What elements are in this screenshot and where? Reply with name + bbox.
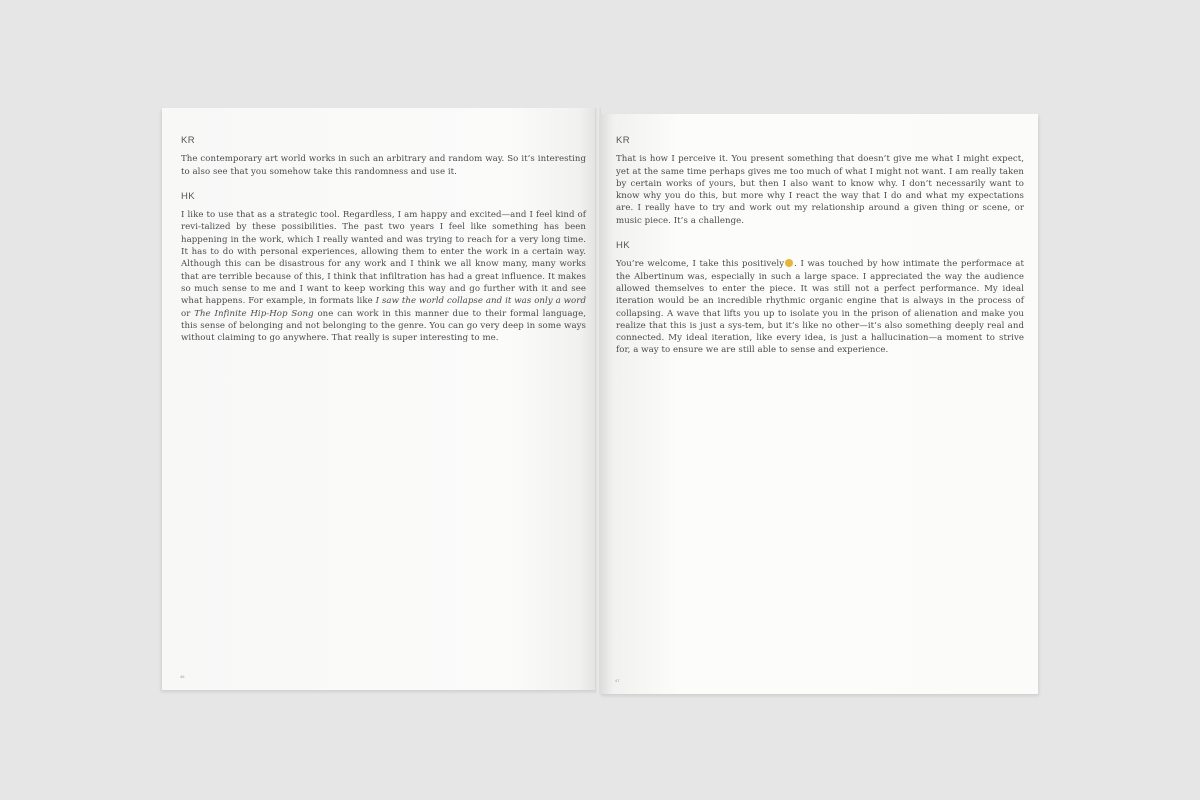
work-title: I saw the world collapse and it was only a word — [375, 296, 586, 307]
paragraph-text: one can work in this manner due to their formal language, this sense of belonging and not belonging to the genre. You can go very deep in some ways without claiming to go anywhere. That really is super interesting to me. — [181, 308, 586, 344]
smiley-emoji-icon — [785, 259, 793, 267]
speaker-label: KR — [616, 135, 630, 146]
right-page — [600, 114, 1038, 694]
speaker-label: KR — [181, 135, 195, 146]
speaker-label: HK — [616, 240, 630, 252]
work-title: The Infinite Hip-Hop Song — [194, 308, 314, 319]
paragraph: That is how I perceive it. You present something that doesn’t give me what I might expect, yet at the same time perhaps gives me too much of what I might not want. I am really taken by certain works of yours, but then I also want to know why. I don’t necessarily want to know why you do this, but more why I react the way that I do and what my expectations are. I really have to try and work out my relationship around a given thing or scene, or music piece. It’s a challenge. — [616, 154, 1024, 226]
paragraph-text: . I was touched by how intimate the performace at the Albertinum was, especially in such a large space. I appreciated the way the audience allowed themselves to enter the piece. It was still not a perfect performance. My ideal iteration would be an incredible rhythmic organic engine that is always in the process of collapsing. A wave that lifts you up to isolate you in the prison of alienation and make you realize that this is just a sys-tem, but it’s like no other—it’s also something deeply real and connected. My ideal iteration, like every idea, is just a hallucination—a moment to strive for, a way to ensure we are still able to sense and experience. — [616, 259, 1024, 356]
left-page-text — [181, 135, 586, 357]
paragraph-text: I like to use that as a strategic tool. Regardless, I am happy and excited—and I feel kind of revi-talized by these possibilities. The past two years I feel like something has been happening in the work, which I really wanted and was trying to reach for a very long time. It has to do with personal experiences, allowing them to enter the work in a certain way. Although this can be disastrous for any work and I think we all know many, many works that are terrible because of this, I think that infiltration has had a great influence. It makes so much sense to me and I want to keep working this way and go further with it and see what happens. For example, in formats like — [181, 210, 586, 307]
paragraph — [616, 258, 1024, 356]
left-page — [162, 108, 597, 690]
paragraph-text: You’re welcome, I take this positively — [616, 259, 785, 270]
speaker-label: HK — [181, 190, 195, 202]
right-page-text — [616, 135, 1024, 370]
paragraph-text: or — [181, 308, 195, 319]
page-number: 47 — [615, 678, 620, 683]
open-book-spread — [162, 108, 1038, 693]
paragraph — [181, 209, 586, 344]
page-number: 46 — [180, 674, 185, 679]
paragraph: The contemporary art world works in such an arbitrary and random way. So it’s interesting to also see that you somehow take this randomness and use it. — [181, 154, 586, 177]
